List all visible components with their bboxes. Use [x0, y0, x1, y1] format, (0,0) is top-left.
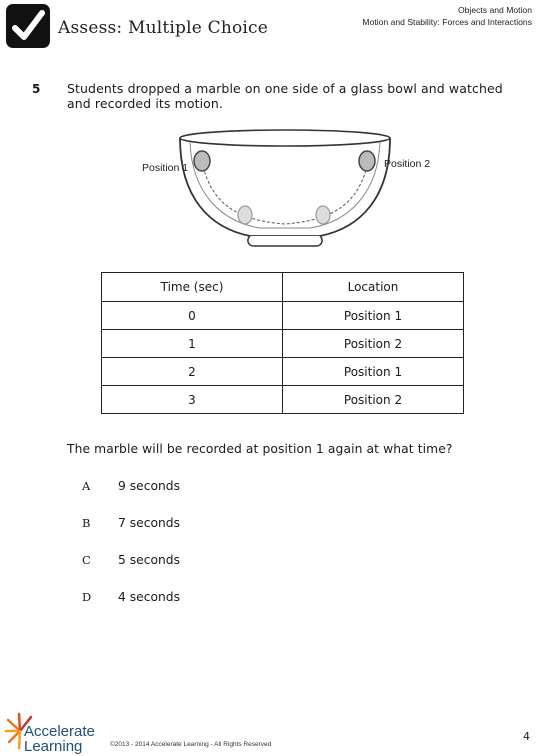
table-cell-location: Position 1	[283, 358, 464, 386]
marble-faded-left	[238, 206, 252, 224]
data-table	[101, 272, 464, 414]
table-row	[102, 386, 464, 414]
table-cell-location: Position 2	[283, 386, 464, 414]
marble-position-2	[359, 151, 375, 171]
table-cell-location: Position 1	[283, 302, 464, 330]
bowl-inner-wall	[190, 142, 380, 228]
table-row	[102, 302, 464, 330]
table-cell-time: 1	[102, 330, 283, 358]
table-row	[102, 358, 464, 386]
option-letter: C	[82, 553, 91, 567]
subject-line: Objects and Motion	[457, 5, 532, 15]
logo-line-2: Learning	[24, 738, 83, 754]
bowl-rim	[180, 130, 390, 146]
marble-faded-right	[316, 206, 330, 224]
table-row	[102, 330, 464, 358]
page-number: 4	[523, 730, 530, 743]
bowl-figure	[130, 128, 440, 268]
question-text: Students dropped a marble on one side of a glass bowl and watched and recorded its motion.	[67, 81, 503, 111]
logo-line-1: Accelerate	[24, 723, 95, 740]
answer-option-b[interactable]	[82, 516, 180, 530]
column-header-location: Location	[283, 273, 464, 302]
question-prompt: The marble will be recorded at position 1 again at what time?	[67, 442, 453, 456]
checkmark-icon	[6, 4, 50, 48]
position-1-label: Position 1	[142, 162, 189, 174]
table-header-row	[102, 273, 464, 302]
column-header-time: Time (sec)	[102, 273, 283, 302]
marble-path	[202, 162, 368, 224]
bowl-base	[248, 236, 322, 246]
option-text: 4 seconds	[118, 590, 180, 604]
option-letter: B	[82, 516, 91, 530]
table-cell-time: 0	[102, 302, 283, 330]
answer-option-c[interactable]	[82, 553, 180, 567]
answer-option-a[interactable]	[82, 479, 180, 493]
option-text: 9 seconds	[118, 479, 180, 493]
marble-position-1	[194, 151, 210, 171]
copyright-notice: ©2013 - 2014 Accelerate Learning - All Rights Reserved	[110, 741, 272, 748]
question-number: 5	[32, 82, 41, 96]
option-letter: A	[82, 479, 91, 493]
position-2-label: Position 2	[384, 158, 431, 170]
option-text: 5 seconds	[118, 553, 180, 567]
header-subject	[362, 4, 532, 28]
table-cell-time: 3	[102, 386, 283, 414]
standard-line: Motion and Stability: Forces and Interactions	[362, 17, 532, 27]
page-title: Assess: Multiple Choice	[58, 18, 269, 38]
option-letter: D	[82, 590, 92, 604]
answer-option-d[interactable]	[82, 590, 180, 604]
table-cell-time: 2	[102, 358, 283, 386]
table-cell-location: Position 2	[283, 330, 464, 358]
option-text: 7 seconds	[118, 516, 180, 530]
